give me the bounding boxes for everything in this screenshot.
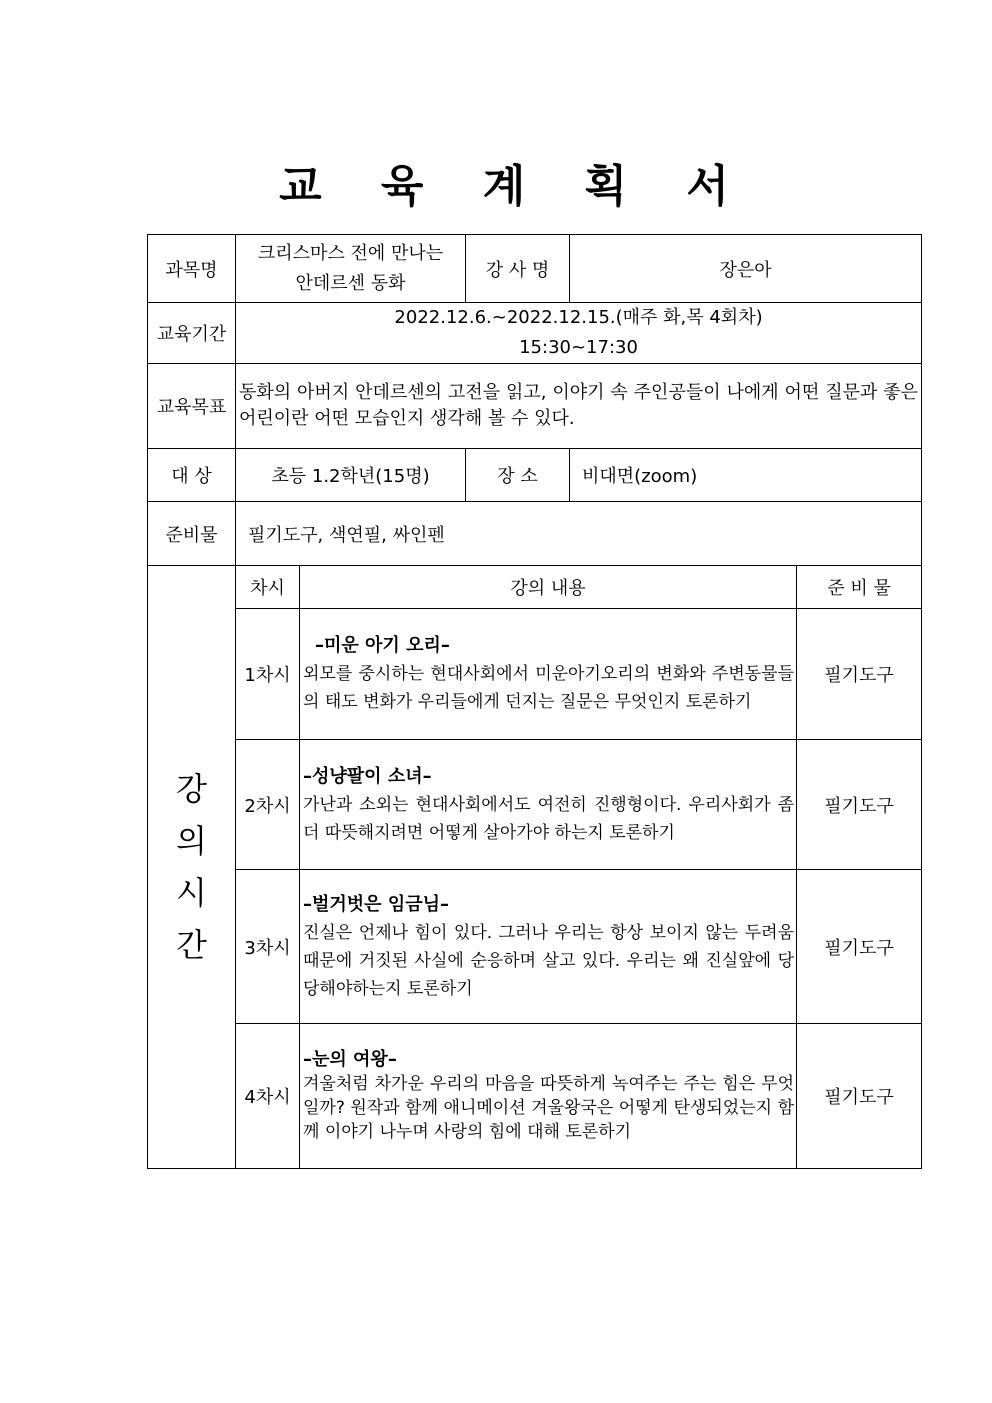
target-value: 초등 1.2학년(15명) <box>236 449 466 502</box>
lecture-row <box>148 609 922 740</box>
lecture-label-char: 의 <box>176 822 207 860</box>
plan-table <box>147 234 922 1169</box>
document-title: 교 육 계 획 서 <box>279 161 751 212</box>
period-time: 15:30~17:30 <box>519 337 638 358</box>
content-header: 강의 내용 <box>300 566 797 609</box>
session-number: 1차시 <box>236 609 300 740</box>
lecture-row <box>148 870 922 1024</box>
materials-label: 준비물 <box>148 502 236 566</box>
session-content <box>300 870 797 1024</box>
materials-value: 필기도구, 색연필, 싸인펜 <box>236 502 922 566</box>
session-number: 3차시 <box>236 870 300 1024</box>
period-label: 교육기간 <box>148 303 236 364</box>
instructor-value: 장은아 <box>570 235 922 303</box>
session-content <box>300 1024 797 1169</box>
subject-value <box>236 235 466 303</box>
lecture-row <box>148 1024 922 1169</box>
lecture-time-label <box>148 566 236 1169</box>
instructor-label: 강 사 명 <box>466 235 570 303</box>
session-body: 겨울처럼 차가운 우리의 마음을 따뜻하게 녹여주는 주는 힘은 무엇일까? 원작과 함께 애니메이션 겨울왕국은 어떻게 탄생되었는지 함께 이야기 나누며 사랑의 힘에 대해 토론하기 <box>303 1074 795 1142</box>
session-body: 진실은 언제나 힘이 있다. 그러나 우리는 항상 보이지 않는 두려움 때문에 거짓된 사실에 순응하며 살고 있다. 우리는 왜 진실앞에 당당해야하는지 토론하기 <box>303 922 795 999</box>
period-dates: 2022.12.6.~2022.12.15.(매주 화,목 4회차) <box>394 307 763 328</box>
session-prep: 필기도구 <box>797 609 922 740</box>
target-label: 대 상 <box>148 449 236 502</box>
goal-label: 교육목표 <box>148 364 236 449</box>
lecture-row <box>148 740 922 870</box>
subject-label: 과목명 <box>148 235 236 303</box>
session-content <box>300 609 797 740</box>
subject-value-line2: 안데르센 동화 <box>295 272 406 294</box>
period-value <box>236 303 922 364</box>
session-header: 차시 <box>236 566 300 609</box>
session-title: –미운 아기 오리– <box>315 635 450 656</box>
prep-header: 준 비 물 <box>797 566 922 609</box>
lecture-label-char: 간 <box>176 926 207 964</box>
session-number: 2차시 <box>236 740 300 870</box>
session-title: –벌거벗은 임금님– <box>303 893 449 915</box>
lecture-label-char: 강 <box>176 770 207 808</box>
goal-value: 동화의 아버지 안데르센의 고전을 읽고, 이야기 속 주인공들이 나에게 어떤 질문과 좋은 어린이란 어떤 모습인지 생각해 볼 수 있다. <box>236 364 922 449</box>
session-body: 외모를 중시하는 현대사회에서 미운아기오리의 변화와 주변동물들의 태도 변화가 우리들에게 던지는 질문은 무엇인지 토론하기 <box>303 664 795 712</box>
session-prep: 필기도구 <box>797 740 922 870</box>
subject-value-line1: 크리스마스 전에 만나는 <box>257 242 444 264</box>
session-body: 가난과 소외는 현대사회에서도 여전히 진행형이다. 우리사회가 좀 더 따뜻해지려면 어떻게 살아가야 하는지 토론하기 <box>303 794 795 843</box>
place-label: 장 소 <box>466 449 570 502</box>
session-prep: 필기도구 <box>797 870 922 1024</box>
place-value: 비대면(zoom) <box>570 449 922 502</box>
session-content <box>300 740 797 870</box>
lecture-label-char: 시 <box>176 874 207 912</box>
session-number: 4차시 <box>236 1024 300 1169</box>
session-prep: 필기도구 <box>797 1024 922 1169</box>
session-title: –눈의 여왕– <box>303 1049 397 1070</box>
session-title: –성냥팔이 소녀– <box>303 765 432 787</box>
